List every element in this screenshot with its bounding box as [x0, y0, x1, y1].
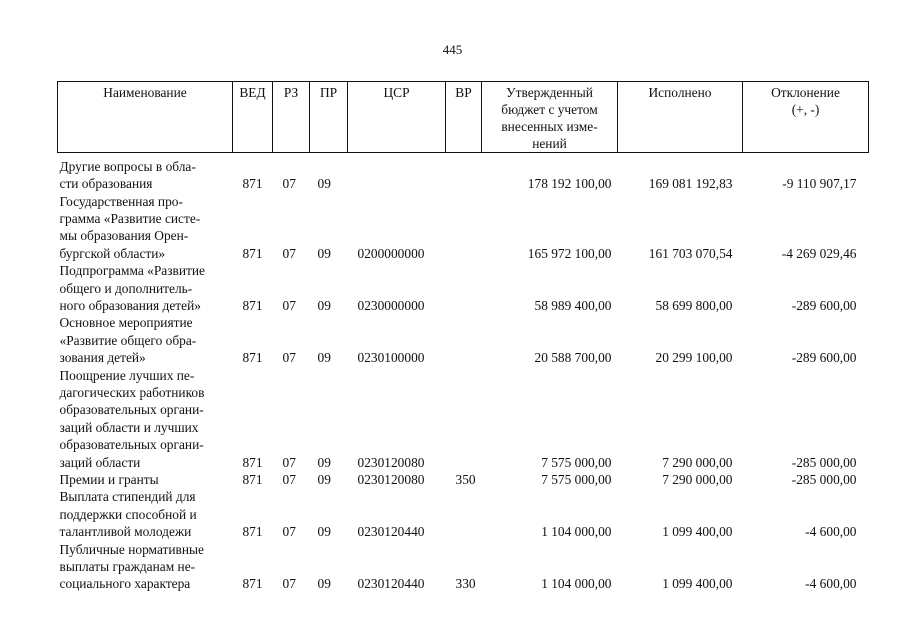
row-vr: [446, 153, 482, 193]
row-name-line: мы образования Орен-: [59, 228, 189, 244]
row-name-line: ного образования детей»: [59, 297, 201, 313]
header-approved: [482, 82, 618, 153]
row-ved: 871: [242, 472, 263, 487]
row-deviation: -9 110 907,17: [782, 176, 857, 192]
page-number: 445: [442, 42, 463, 57]
row-rz: 07: [282, 454, 296, 470]
row-csr: 0230000000: [357, 297, 425, 313]
row-csr: 0230120080: [357, 472, 425, 487]
row-rz: 07: [282, 297, 296, 313]
row-name-line: бургской области»: [59, 245, 166, 261]
row-pr: 09: [317, 245, 331, 261]
row-name: [58, 153, 233, 193]
row-name: [58, 541, 233, 593]
table-row: [58, 471, 869, 488]
row-deviation: -285 000,00: [791, 454, 857, 470]
row-name: [58, 193, 233, 263]
table-row: [58, 262, 869, 314]
row-name-line: Публичные нормативные: [59, 541, 204, 557]
row-name-line: Основное мероприятие: [59, 315, 193, 331]
row-rz: 07: [282, 245, 296, 261]
row-approved: 58 989 400,00: [534, 297, 612, 313]
row-pr: 09: [317, 350, 331, 366]
table-row: [58, 488, 869, 540]
row-deviation: -4 600,00: [805, 576, 857, 592]
row-deviation: -4 269 029,46: [781, 245, 857, 261]
table-row: [58, 193, 869, 263]
row-name-line: Премии и гранты: [59, 472, 159, 487]
row-name-line: социального характера: [59, 576, 191, 592]
row-name: [58, 314, 233, 366]
row-ved: 871: [242, 245, 263, 261]
row-approved: 165 972 100,00: [527, 245, 612, 261]
row-csr: [348, 153, 446, 193]
row-name: [58, 471, 233, 488]
row-rz: 07: [282, 350, 296, 366]
table-header: [58, 82, 869, 153]
row-deviation: -289 600,00: [791, 297, 857, 313]
row-ved: 871: [242, 454, 263, 470]
row-name-line: Другие вопросы в обла-: [59, 158, 196, 174]
row-pr: 09: [317, 297, 331, 313]
row-name-line: «Развитие общего обра-: [59, 332, 197, 348]
row-name-line: дагогических работников: [59, 384, 205, 400]
row-csr: 0230100000: [357, 350, 425, 366]
row-name-line: выплаты гражданам не-: [59, 559, 196, 575]
row-name: [58, 367, 233, 471]
header-csr: ЦСР: [348, 82, 446, 153]
header-name: Наименование: [58, 82, 233, 153]
header-deviation-line: (+, -): [791, 102, 820, 117]
row-name: [58, 262, 233, 314]
row-executed: 1 099 400,00: [662, 576, 733, 592]
header-ved: ВЕД: [233, 82, 273, 153]
row-vr: [446, 314, 482, 366]
row-name-line: заций области: [59, 454, 141, 470]
row-rz: 07: [282, 524, 296, 540]
header-approved-line: Утвержденный: [506, 85, 593, 100]
row-name-line: Государственная про-: [59, 193, 183, 209]
row-executed: 169 081 192,83: [648, 176, 733, 192]
row-pr: 09: [317, 472, 331, 487]
row-pr: 09: [317, 576, 331, 592]
row-ved: 871: [242, 176, 263, 192]
row-name-line: поддержки способной и: [59, 506, 197, 522]
row-ved: 871: [242, 576, 263, 592]
row-executed: 1 099 400,00: [662, 524, 733, 540]
header-approved-line: внесенных изме-: [501, 119, 598, 134]
row-pr: 09: [317, 176, 331, 192]
row-pr: 09: [317, 524, 331, 540]
header-pr: ПР: [310, 82, 348, 153]
row-csr: 0200000000: [357, 245, 425, 261]
row-deviation: -4 600,00: [805, 524, 857, 540]
row-name-line: заций области и лучших: [59, 419, 199, 435]
row-vr: [446, 262, 482, 314]
row-deviation: -285 000,00: [791, 472, 857, 487]
row-vr: [446, 193, 482, 263]
row-name: [58, 488, 233, 540]
header-deviation: [743, 82, 869, 153]
header-executed: Исполнено: [618, 82, 743, 153]
row-name-line: талантливой молодежи: [59, 524, 192, 540]
row-name-line: Поощрение лучших пе-: [59, 367, 195, 383]
table-row: [58, 541, 869, 593]
row-csr: 0230120440: [357, 524, 425, 540]
row-name-line: образовательных органи-: [59, 437, 204, 453]
row-name-line: зования детей»: [59, 350, 146, 366]
row-approved: 1 104 000,00: [541, 576, 612, 592]
row-approved: 1 104 000,00: [541, 524, 612, 540]
row-rz: 07: [282, 472, 296, 487]
row-name-line: Подпрограмма «Развитие: [59, 263, 205, 279]
row-rz: 07: [282, 576, 296, 592]
row-name-line: грамма «Развитие систе-: [59, 210, 201, 226]
table-row: [58, 153, 869, 193]
row-ved: 871: [242, 350, 263, 366]
row-ved: 871: [242, 524, 263, 540]
row-approved: 7 575 000,00: [541, 472, 612, 487]
row-approved: 7 575 000,00: [541, 454, 612, 470]
row-name-line: Выплата стипендий для: [59, 489, 196, 505]
header-approved-line: бюджет с учетом: [501, 102, 598, 117]
row-pr: 09: [317, 454, 331, 470]
row-executed: 161 703 070,54: [648, 245, 733, 261]
table-row: [58, 367, 869, 471]
header-deviation-line: Отклонение: [771, 85, 840, 100]
header-approved-line: нений: [532, 136, 567, 151]
row-executed: 58 699 800,00: [655, 297, 733, 313]
row-approved: 20 588 700,00: [534, 350, 612, 366]
row-executed: 7 290 000,00: [662, 472, 733, 487]
row-vr: 330: [455, 576, 476, 592]
row-csr: 0230120440: [357, 576, 425, 592]
row-deviation: -289 600,00: [791, 350, 857, 366]
row-vr: [446, 488, 482, 540]
row-vr: [446, 367, 482, 471]
row-ved: 871: [242, 297, 263, 313]
budget-table: [57, 81, 869, 593]
table-row: [58, 314, 869, 366]
header-rz: РЗ: [273, 82, 310, 153]
row-name-line: сти образования: [59, 176, 153, 192]
row-executed: 20 299 100,00: [655, 350, 733, 366]
row-rz: 07: [282, 176, 296, 192]
row-name-line: образовательных органи-: [59, 402, 204, 418]
row-vr: 350: [455, 472, 476, 487]
row-executed: 7 290 000,00: [662, 454, 733, 470]
table-body: [58, 153, 869, 593]
row-csr: 0230120080: [357, 454, 425, 470]
header-vr: ВР: [446, 82, 482, 153]
row-approved: 178 192 100,00: [527, 176, 612, 192]
row-name-line: общего и дополнитель-: [59, 280, 193, 296]
